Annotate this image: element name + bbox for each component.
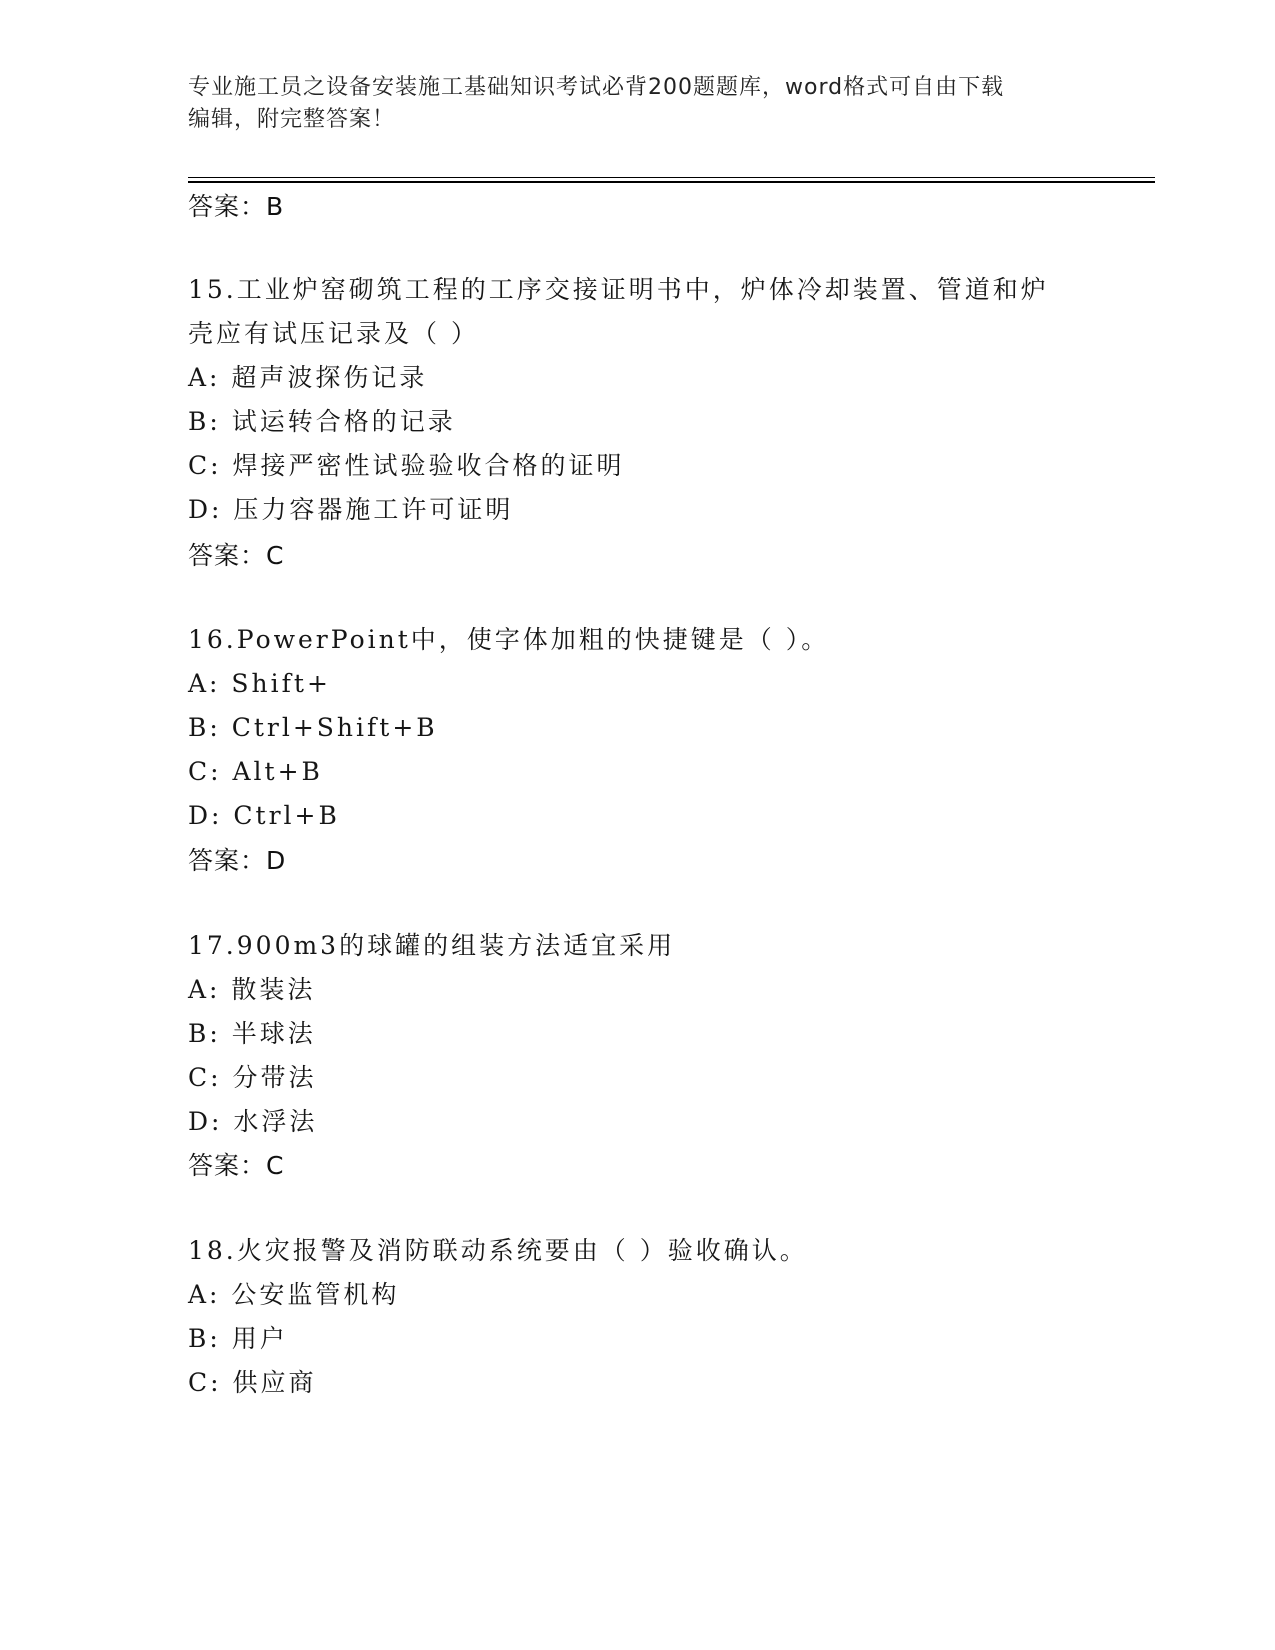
header-divider-thin [188, 177, 1155, 178]
question-15-option-d: D: 压力容器施工许可证明 [188, 495, 514, 524]
question-17-option-b: B: 半球法 [188, 1019, 316, 1048]
question-17-option-d: D: 水浮法 [188, 1107, 318, 1136]
question-15-option-b: B: 试运转合格的记录 [188, 407, 456, 436]
question-16-answer: 答案：D [188, 846, 287, 875]
question-18-option-c: C: 供应商 [188, 1368, 317, 1397]
question-15-option-c: C: 焊接严密性试验验收合格的证明 [188, 451, 625, 480]
question-15-option-a: A: 超声波探伤记录 [188, 363, 428, 392]
question-17-line-1: 17.900m3的球罐的组装方法适宜采用 [188, 931, 676, 960]
question-15-line-2: 壳应有试压记录及（ ） [188, 319, 479, 348]
question-16-option-b: B: Ctrl+Shift+B [188, 713, 438, 742]
question-16-line-1: 16.PowerPoint中，使字体加粗的快捷键是（ ）。 [188, 625, 830, 654]
header-line-2: 编辑，附完整答案！ [188, 107, 396, 132]
question-18-line-1: 18.火灾报警及消防联动系统要由（ ）验收确认。 [188, 1236, 808, 1265]
answer-prev: 答案：B [188, 192, 285, 221]
question-18-option-b: B: 用户 [188, 1324, 288, 1353]
question-15-line-1: 15.工业炉窑砌筑工程的工序交接证明书中，炉体冷却装置、管道和炉 [188, 275, 1049, 304]
question-16-option-d: D: Ctrl+B [188, 801, 340, 830]
header-line-1: 专业施工员之设备安装施工基础知识考试必背200题题库，word格式可自由下载 [188, 75, 1005, 100]
question-17-option-a: A: 散装法 [188, 975, 316, 1004]
question-18-option-a: A: 公安监管机构 [188, 1280, 400, 1309]
question-16-option-c: C: Alt+B [188, 757, 323, 786]
question-15-answer: 答案：C [188, 541, 285, 570]
header-divider-thick [188, 181, 1155, 183]
document-header [188, 72, 1088, 136]
question-16-option-a: A: Shift+ [188, 669, 331, 698]
question-17-option-c: C: 分带法 [188, 1063, 317, 1092]
question-17-answer: 答案：C [188, 1151, 285, 1180]
